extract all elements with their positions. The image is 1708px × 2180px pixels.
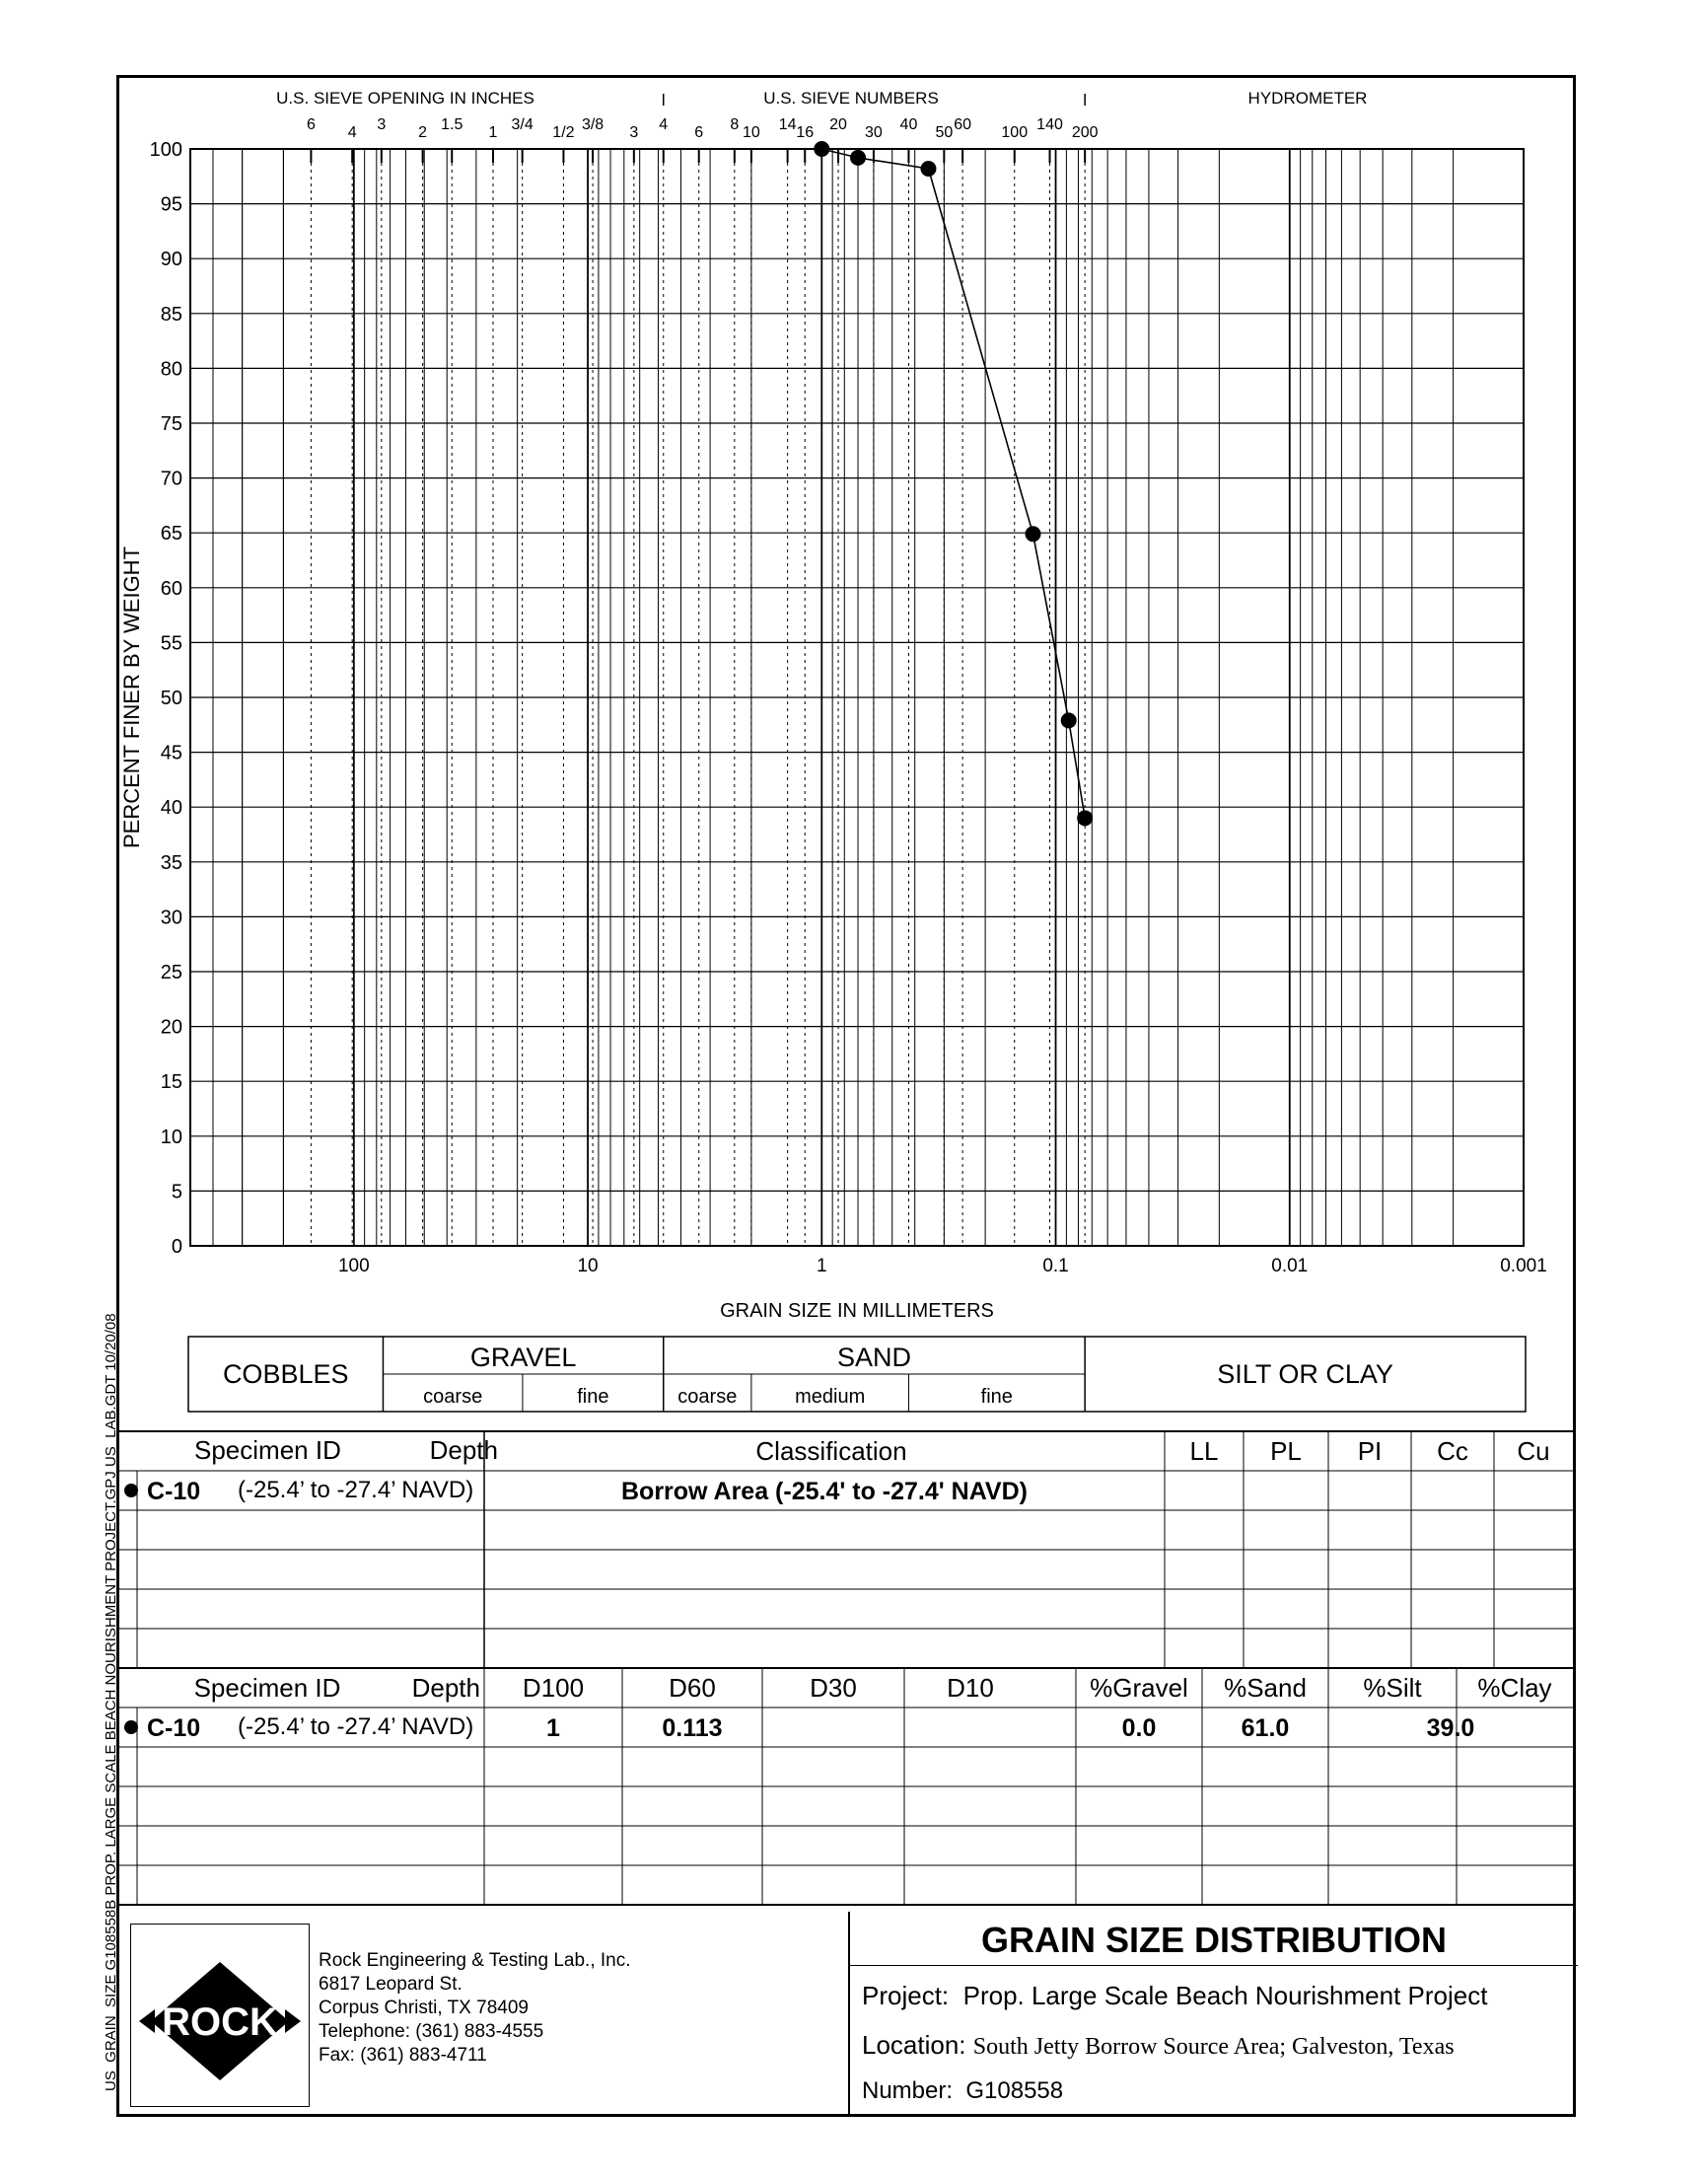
t2-gravel-header: %Gravel — [1090, 1673, 1188, 1703]
logo-box — [130, 1924, 310, 2107]
y-tick-label: 100 — [149, 139, 182, 161]
band-gravel-coarse: coarse — [423, 1386, 483, 1408]
y-tick-label: 60 — [160, 577, 182, 600]
t2-depth: (-25.4’ to -27.4’ NAVD) — [238, 1713, 474, 1740]
x-tick-label: 1 — [817, 1256, 827, 1276]
sieve-label: 1/2 — [552, 124, 575, 141]
data-point — [850, 150, 866, 166]
company-phone: Telephone: (361) 883-4555 — [319, 2021, 544, 2042]
data-point — [1061, 712, 1077, 728]
data-point — [1077, 810, 1093, 826]
sieve-label: 4 — [347, 124, 357, 141]
sieve-label: 1 — [488, 124, 498, 141]
x-tick-label: 100 — [337, 1256, 370, 1276]
band-cobbles: COBBLES — [222, 1359, 349, 1389]
y-tick-label: 20 — [160, 1016, 182, 1039]
y-tick-label: 10 — [160, 1126, 182, 1148]
t1-depth-label: Depth — [429, 1435, 498, 1465]
x-tick-label: 0.01 — [1271, 1256, 1309, 1276]
t1-specimen-label: Specimen ID — [194, 1435, 341, 1465]
y-tick-label: 40 — [160, 797, 182, 820]
band-silt-clay: SILT OR CLAY — [1217, 1359, 1393, 1389]
y-tick-label: 30 — [160, 907, 182, 929]
t1-specimen-id: C-10 — [147, 1478, 201, 1505]
band-sand-medium: medium — [795, 1386, 866, 1408]
sieve-label: 10 — [742, 124, 760, 141]
y-tick-label: 55 — [160, 632, 182, 655]
t2-silt-header: %Silt — [1363, 1673, 1422, 1703]
sieve-label: 2 — [418, 124, 428, 141]
sieve-label: 100 — [1001, 124, 1029, 141]
t2-gravel: 0.0 — [1121, 1714, 1157, 1742]
header-inches: U.S. SIEVE OPENING IN INCHES — [276, 89, 534, 108]
header-sieve-numbers: U.S. SIEVE NUMBERS — [763, 89, 939, 108]
report-footer — [116, 1912, 1576, 2117]
y-tick-label: 65 — [160, 523, 182, 545]
project-label: Project: — [862, 1981, 950, 2010]
band-sand-coarse: coarse — [677, 1386, 738, 1408]
y-tick-label: 5 — [171, 1181, 182, 1203]
header-hydrometer: HYDROMETER — [1247, 89, 1368, 108]
location-label: Location: — [862, 2030, 966, 2060]
t2-d60-header: D60 — [669, 1673, 716, 1703]
sieve-label: 3/8 — [581, 116, 605, 133]
location-value: South Jetty Borrow Source Area; Galveston, Texas — [972, 2034, 1455, 2060]
project-value: Prop. Large Scale Beach Nourishment Project — [962, 1981, 1488, 2010]
y-tick-label: 85 — [160, 303, 182, 326]
logo-text: ROCK — [162, 2000, 278, 2044]
t2-d60: 0.113 — [662, 1714, 723, 1742]
t1-cc-header: Cc — [1437, 1436, 1468, 1466]
t2-depth-header: Depth — [411, 1673, 480, 1703]
t1-cu-header: Cu — [1517, 1436, 1550, 1466]
sieve-label: 8 — [730, 116, 740, 133]
number-value: G108558 — [965, 2077, 1064, 2104]
y-tick-label: 70 — [160, 468, 182, 490]
data-point — [814, 141, 829, 157]
data-line — [821, 149, 1085, 818]
y-tick-label: 35 — [160, 851, 182, 874]
y-tick-label: 0 — [171, 1236, 182, 1258]
sieve-label: 16 — [796, 124, 815, 141]
sieve-label: 3 — [629, 124, 639, 141]
band-sand: SAND — [836, 1343, 911, 1372]
sieve-label: 3/4 — [511, 116, 534, 133]
sieve-label: 60 — [954, 116, 972, 133]
t2-d10-header: D10 — [947, 1673, 994, 1703]
rock-logo-icon — [131, 1925, 309, 2106]
t1-depth: (-25.4’ to -27.4’ NAVD) — [238, 1477, 474, 1503]
t2-clay-header: %Clay — [1477, 1673, 1552, 1703]
y-tick-label: 95 — [160, 193, 182, 216]
t1-header-specimen — [137, 1431, 504, 1471]
company-fax: Fax: (361) 883-4711 — [319, 2045, 487, 2066]
number-label: Number: — [862, 2077, 954, 2104]
sieve-label: 3 — [377, 116, 387, 133]
t1-classification-header: Classification — [755, 1436, 907, 1466]
t2-d30-header: D30 — [810, 1673, 857, 1703]
y-axis-label: PERCENT FINER BY WEIGHT — [119, 545, 144, 849]
sieve-label: 6 — [694, 124, 704, 141]
sieve-label: 20 — [829, 116, 847, 133]
t2-sand: 61.0 — [1241, 1714, 1290, 1742]
t2-silt-clay: 39.0 — [1426, 1714, 1475, 1742]
t1-pi-header: PI — [1357, 1436, 1383, 1466]
y-tick-label: 80 — [160, 358, 182, 381]
t1-classification: Borrow Area (-25.4' to -27.4' NAVD) — [621, 1478, 1028, 1505]
y-tick-label: 25 — [160, 962, 182, 983]
t2-d100: 1 — [546, 1714, 560, 1742]
t2-d100-header: D100 — [522, 1673, 585, 1703]
report-title: GRAIN SIZE DISTRIBUTION — [980, 1920, 1447, 1960]
x-tick-label: 0.001 — [1500, 1256, 1547, 1276]
t2-specimen-header: Specimen ID — [193, 1673, 341, 1703]
sieve-label: 30 — [865, 124, 883, 141]
band-gravel-fine: fine — [577, 1386, 609, 1408]
x-tick-label: 10 — [577, 1256, 599, 1276]
sieve-label: 140 — [1036, 116, 1063, 133]
company-name: Rock Engineering & Testing Lab., Inc. — [319, 1950, 631, 1971]
company-city: Corpus Christi, TX 78409 — [319, 1998, 529, 2018]
band-sand-fine: fine — [980, 1386, 1013, 1408]
sieve-label: 14 — [778, 116, 797, 133]
t1-row-marker — [124, 1484, 138, 1497]
company-info — [319, 1949, 631, 2068]
sidebar-file-label: US_GRAIN_SIZE G108558B PROP. LARGE SCALE BEACH NOURISHMENT PROJECT.GPJ US_LAB.GDT 10/20/08 — [103, 1313, 119, 2091]
data-point — [1026, 526, 1041, 542]
number-line — [862, 2077, 1063, 2105]
y-tick-label: 75 — [160, 413, 182, 435]
report-sheet — [116, 75, 1576, 2117]
x-axis-label: GRAIN SIZE IN MILLIMETERS — [720, 1300, 994, 1322]
y-tick-label: 50 — [160, 688, 182, 709]
y-tick-label: 45 — [160, 742, 182, 764]
t1-ll-header: LL — [1189, 1436, 1219, 1466]
y-tick-label: 90 — [160, 249, 182, 271]
grain-size-chart — [119, 78, 1573, 1913]
sieve-label: 50 — [935, 124, 954, 141]
project-line — [862, 1981, 1487, 2011]
data-point — [920, 161, 936, 177]
sieve-label: 200 — [1071, 124, 1099, 141]
location-line — [862, 2030, 1455, 2061]
company-street: 6817 Leopard St. — [319, 1974, 463, 1995]
band-gravel: GRAVEL — [469, 1343, 577, 1372]
title-block — [848, 1912, 1578, 2117]
x-tick-label: 0.1 — [1042, 1256, 1069, 1276]
y-tick-label: 15 — [160, 1071, 182, 1094]
t2-sand-header: %Sand — [1224, 1673, 1307, 1703]
t1-pl-header: PL — [1270, 1436, 1302, 1466]
t2-specimen-id: C-10 — [147, 1714, 201, 1742]
sieve-label: 40 — [899, 116, 918, 133]
sieve-label: 6 — [306, 116, 316, 133]
sieve-label: 1.5 — [441, 116, 463, 133]
t2-row-marker — [124, 1720, 138, 1734]
sieve-label: 4 — [659, 116, 669, 133]
